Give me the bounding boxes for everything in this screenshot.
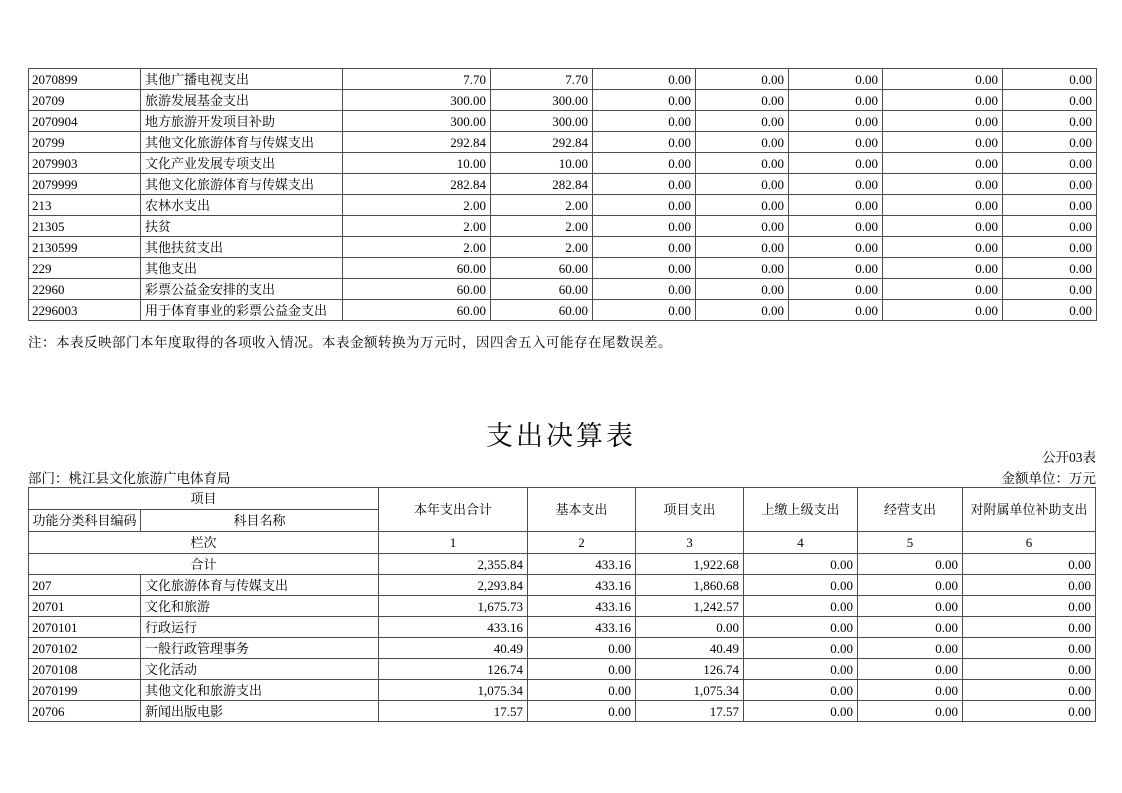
- table-row: [29, 258, 1097, 279]
- amount-cell: 2.00: [343, 237, 491, 258]
- subject-name-cell: 其他文化旅游体育与传媒支出: [141, 174, 343, 195]
- total-amount-cell: 0.00: [744, 554, 858, 575]
- amount-cell: 0.00: [696, 90, 789, 111]
- amount-cell: 0.00: [744, 680, 858, 701]
- column-index-cell: 4: [744, 532, 858, 554]
- subject-code-cell: 20706: [29, 701, 141, 722]
- amount-cell: 0.00: [858, 680, 963, 701]
- amount-cell: 0.00: [593, 111, 696, 132]
- subject-name-cell: 其他文化旅游体育与传媒支出: [141, 132, 343, 153]
- amount-cell: 0.00: [696, 195, 789, 216]
- amount-cell: 0.00: [696, 69, 789, 90]
- amount-cell: 0.00: [883, 69, 1003, 90]
- amount-cell: 0.00: [593, 132, 696, 153]
- amount-cell: 126.74: [636, 659, 744, 680]
- amount-column-header: 本年支出合计: [379, 488, 528, 532]
- amount-cell: 60.00: [343, 258, 491, 279]
- amount-cell: 0.00: [696, 258, 789, 279]
- amount-cell: 292.84: [343, 132, 491, 153]
- table-row: [29, 659, 1096, 680]
- amount-cell: 0.00: [789, 174, 883, 195]
- amount-cell: 0.00: [593, 69, 696, 90]
- expenditure-table: [28, 487, 1096, 722]
- amount-column-header: 对附属单位补助支出: [963, 488, 1096, 532]
- amount-cell: 0.00: [1003, 69, 1097, 90]
- amount-cell: 0.00: [696, 174, 789, 195]
- amount-cell: 0.00: [696, 132, 789, 153]
- amount-cell: 0.00: [883, 300, 1003, 321]
- table-row: [29, 216, 1097, 237]
- amount-cell: 433.16: [528, 617, 636, 638]
- amount-cell: 2.00: [491, 237, 593, 258]
- row-index-label: 栏次: [29, 532, 379, 554]
- subject-name-cell: 行政运行: [141, 617, 379, 638]
- amount-column-header: 基本支出: [528, 488, 636, 532]
- subject-code-cell: 2070904: [29, 111, 141, 132]
- table-row: [29, 111, 1097, 132]
- amount-cell: 0.00: [789, 258, 883, 279]
- amount-cell: 0.00: [696, 279, 789, 300]
- amount-cell: 0.00: [789, 300, 883, 321]
- amount-cell: 0.00: [1003, 216, 1097, 237]
- amount-cell: 0.00: [696, 216, 789, 237]
- amount-cell: 0.00: [1003, 90, 1097, 111]
- amount-cell: 1,075.34: [379, 680, 528, 701]
- amount-cell: 7.70: [343, 69, 491, 90]
- subject-name-cell: 文化活动: [141, 659, 379, 680]
- table-row: [29, 279, 1097, 300]
- subject-name-cell: 文化和旅游: [141, 596, 379, 617]
- total-amount-cell: 433.16: [528, 554, 636, 575]
- amount-cell: 0.00: [858, 575, 963, 596]
- subject-code-cell: 2079903: [29, 153, 141, 174]
- amount-cell: 0.00: [858, 701, 963, 722]
- amount-column-header: 经营支出: [858, 488, 963, 532]
- amount-cell: 60.00: [491, 300, 593, 321]
- subject-name-cell: 文化产业发展专项支出: [141, 153, 343, 174]
- column-index-cell: 2: [528, 532, 636, 554]
- column-index-cell: 6: [963, 532, 1096, 554]
- table-row: [29, 132, 1097, 153]
- amount-cell: 0.00: [963, 617, 1096, 638]
- table-row: [29, 69, 1097, 90]
- amount-cell: 1,242.57: [636, 596, 744, 617]
- amount-cell: 300.00: [343, 90, 491, 111]
- table-row: [29, 617, 1096, 638]
- amount-cell: 0.00: [858, 617, 963, 638]
- project-header-cell: 项目: [29, 488, 379, 510]
- subject-code-cell: 2070102: [29, 638, 141, 659]
- amount-cell: 1,860.68: [636, 575, 744, 596]
- table-row: [29, 174, 1097, 195]
- table-row: [29, 701, 1096, 722]
- subject-name-cell: 新闻出版电影: [141, 701, 379, 722]
- subject-name-cell: 用于体育事业的彩票公益金支出: [141, 300, 343, 321]
- amount-cell: 0.00: [789, 195, 883, 216]
- amount-cell: 0.00: [963, 596, 1096, 617]
- amount-cell: 0.00: [1003, 153, 1097, 174]
- subject-name-cell: 扶贫: [141, 216, 343, 237]
- amount-cell: 433.16: [528, 575, 636, 596]
- amount-cell: 0.00: [528, 659, 636, 680]
- amount-cell: 7.70: [491, 69, 593, 90]
- amount-cell: 0.00: [1003, 111, 1097, 132]
- amount-cell: 40.49: [636, 638, 744, 659]
- subject-code-cell: 207: [29, 575, 141, 596]
- amount-cell: 0.00: [789, 216, 883, 237]
- subject-code-cell: 2070101: [29, 617, 141, 638]
- amount-cell: 0.00: [789, 132, 883, 153]
- table-row: [29, 195, 1097, 216]
- amount-cell: 0.00: [883, 258, 1003, 279]
- unit-label: 金额单位：万元: [1001, 471, 1096, 486]
- amount-cell: 300.00: [491, 111, 593, 132]
- amount-cell: 0.00: [789, 153, 883, 174]
- total-amount-cell: 0.00: [858, 554, 963, 575]
- subject-name-cell: 地方旅游开发项目补助: [141, 111, 343, 132]
- amount-cell: 0.00: [883, 237, 1003, 258]
- total-amount-cell: 0.00: [963, 554, 1096, 575]
- amount-cell: 0.00: [883, 153, 1003, 174]
- amount-cell: 292.84: [491, 132, 593, 153]
- amount-cell: 0.00: [883, 195, 1003, 216]
- amount-cell: 0.00: [696, 153, 789, 174]
- amount-cell: 0.00: [963, 680, 1096, 701]
- subject-name-cell: 其他广播电视支出: [141, 69, 343, 90]
- amount-cell: 0.00: [593, 258, 696, 279]
- amount-column-header: 项目支出: [636, 488, 744, 532]
- amount-cell: 0.00: [963, 701, 1096, 722]
- subject-name-cell: 农林水支出: [141, 195, 343, 216]
- amount-cell: 0.00: [593, 195, 696, 216]
- amount-cell: 0.00: [593, 300, 696, 321]
- amount-cell: 0.00: [883, 279, 1003, 300]
- amount-cell: 60.00: [491, 258, 593, 279]
- amount-cell: 0.00: [636, 617, 744, 638]
- subject-code-cell: 2070199: [29, 680, 141, 701]
- table-note: 注：本表反映部门本年度取得的各项收入情况。本表金额转换为万元时，因四舍五入可能存在尾数误差。: [28, 335, 672, 350]
- subject-name-cell: 其他扶贫支出: [141, 237, 343, 258]
- amount-cell: 0.00: [696, 111, 789, 132]
- column-index-cell: 1: [379, 532, 528, 554]
- table-row: [29, 153, 1097, 174]
- amount-cell: 1,675.73: [379, 596, 528, 617]
- income-continuation-table: [28, 68, 1097, 321]
- form-code-label: 公开03表: [1042, 450, 1096, 465]
- subject-code-cell: 20701: [29, 596, 141, 617]
- amount-cell: 2,293.84: [379, 575, 528, 596]
- subject-name-cell: 文化旅游体育与传媒支出: [141, 575, 379, 596]
- table-row: [29, 575, 1096, 596]
- amount-cell: 0.00: [858, 638, 963, 659]
- amount-cell: 1,075.34: [636, 680, 744, 701]
- amount-cell: 0.00: [883, 111, 1003, 132]
- amount-cell: 10.00: [491, 153, 593, 174]
- amount-cell: 0.00: [883, 216, 1003, 237]
- subject-code-cell: 21305: [29, 216, 141, 237]
- subject-code-cell: 20799: [29, 132, 141, 153]
- amount-cell: 40.49: [379, 638, 528, 659]
- amount-cell: 0.00: [744, 596, 858, 617]
- table-row: [29, 680, 1096, 701]
- amount-cell: 0.00: [789, 90, 883, 111]
- amount-cell: 0.00: [593, 216, 696, 237]
- amount-cell: 0.00: [593, 174, 696, 195]
- department-label: 部门：桃江县文化旅游广电体育局: [28, 471, 231, 486]
- amount-cell: 0.00: [883, 132, 1003, 153]
- amount-cell: 0.00: [1003, 237, 1097, 258]
- amount-cell: 2.00: [343, 216, 491, 237]
- subject-name-cell: 一般行政管理事务: [141, 638, 379, 659]
- amount-cell: 0.00: [744, 701, 858, 722]
- amount-cell: 0.00: [963, 638, 1096, 659]
- amount-cell: 0.00: [789, 237, 883, 258]
- amount-cell: 10.00: [343, 153, 491, 174]
- subject-code-cell: 213: [29, 195, 141, 216]
- table-row: [29, 237, 1097, 258]
- amount-cell: 0.00: [744, 638, 858, 659]
- amount-cell: 0.00: [1003, 132, 1097, 153]
- amount-cell: 0.00: [696, 300, 789, 321]
- amount-cell: 17.57: [636, 701, 744, 722]
- amount-cell: 0.00: [744, 659, 858, 680]
- amount-cell: 282.84: [491, 174, 593, 195]
- subject-code-cell: 229: [29, 258, 141, 279]
- amount-cell: 0.00: [593, 90, 696, 111]
- code-column-header: 功能分类科目编码: [29, 510, 141, 532]
- amount-cell: 0.00: [528, 701, 636, 722]
- name-column-header: 科目名称: [141, 510, 379, 532]
- amount-cell: 60.00: [343, 300, 491, 321]
- amount-cell: 60.00: [491, 279, 593, 300]
- amount-cell: 433.16: [528, 596, 636, 617]
- amount-cell: 0.00: [789, 279, 883, 300]
- page-title: 支出决算表: [486, 421, 636, 451]
- subject-code-cell: 20709: [29, 90, 141, 111]
- header-row-project: [29, 488, 1096, 510]
- amount-cell: 0.00: [1003, 174, 1097, 195]
- subject-code-cell: 2079999: [29, 174, 141, 195]
- subject-code-cell: 2296003: [29, 300, 141, 321]
- amount-cell: 0.00: [593, 279, 696, 300]
- amount-cell: 0.00: [744, 617, 858, 638]
- amount-cell: 0.00: [696, 237, 789, 258]
- amount-cell: 0.00: [593, 153, 696, 174]
- amount-cell: 60.00: [343, 279, 491, 300]
- subject-name-cell: 旅游发展基金支出: [141, 90, 343, 111]
- subject-code-cell: 2070108: [29, 659, 141, 680]
- amount-cell: 0.00: [593, 237, 696, 258]
- column-index-row: [29, 532, 1096, 554]
- amount-cell: 0.00: [744, 575, 858, 596]
- amount-column-header: 上缴上级支出: [744, 488, 858, 532]
- amount-cell: 2.00: [343, 195, 491, 216]
- amount-cell: 0.00: [1003, 300, 1097, 321]
- amount-cell: 0.00: [789, 111, 883, 132]
- amount-cell: 0.00: [528, 638, 636, 659]
- amount-cell: 0.00: [858, 596, 963, 617]
- amount-cell: 2.00: [491, 195, 593, 216]
- column-index-cell: 5: [858, 532, 963, 554]
- amount-cell: 0.00: [789, 69, 883, 90]
- subject-name-cell: 其他文化和旅游支出: [141, 680, 379, 701]
- table-row: [29, 596, 1096, 617]
- table-row: [29, 90, 1097, 111]
- total-label-cell: 合计: [29, 554, 379, 575]
- amount-cell: 126.74: [379, 659, 528, 680]
- amount-cell: 300.00: [491, 90, 593, 111]
- amount-cell: 433.16: [379, 617, 528, 638]
- amount-cell: 2.00: [491, 216, 593, 237]
- total-row: [29, 554, 1096, 575]
- amount-cell: 17.57: [379, 701, 528, 722]
- amount-cell: 0.00: [883, 174, 1003, 195]
- amount-cell: 0.00: [963, 659, 1096, 680]
- total-amount-cell: 1,922.68: [636, 554, 744, 575]
- amount-cell: 300.00: [343, 111, 491, 132]
- subject-name-cell: 其他支出: [141, 258, 343, 279]
- amount-cell: 0.00: [528, 680, 636, 701]
- subject-code-cell: 2130599: [29, 237, 141, 258]
- subject-code-cell: 2070899: [29, 69, 141, 90]
- amount-cell: 0.00: [1003, 258, 1097, 279]
- subject-code-cell: 22960: [29, 279, 141, 300]
- subject-name-cell: 彩票公益金安排的支出: [141, 279, 343, 300]
- amount-cell: 282.84: [343, 174, 491, 195]
- table-row: [29, 300, 1097, 321]
- amount-cell: 0.00: [858, 659, 963, 680]
- amount-cell: 0.00: [883, 90, 1003, 111]
- table-row: [29, 638, 1096, 659]
- total-amount-cell: 2,355.84: [379, 554, 528, 575]
- column-index-cell: 3: [636, 532, 744, 554]
- amount-cell: 0.00: [963, 575, 1096, 596]
- amount-cell: 0.00: [1003, 279, 1097, 300]
- amount-cell: 0.00: [1003, 195, 1097, 216]
